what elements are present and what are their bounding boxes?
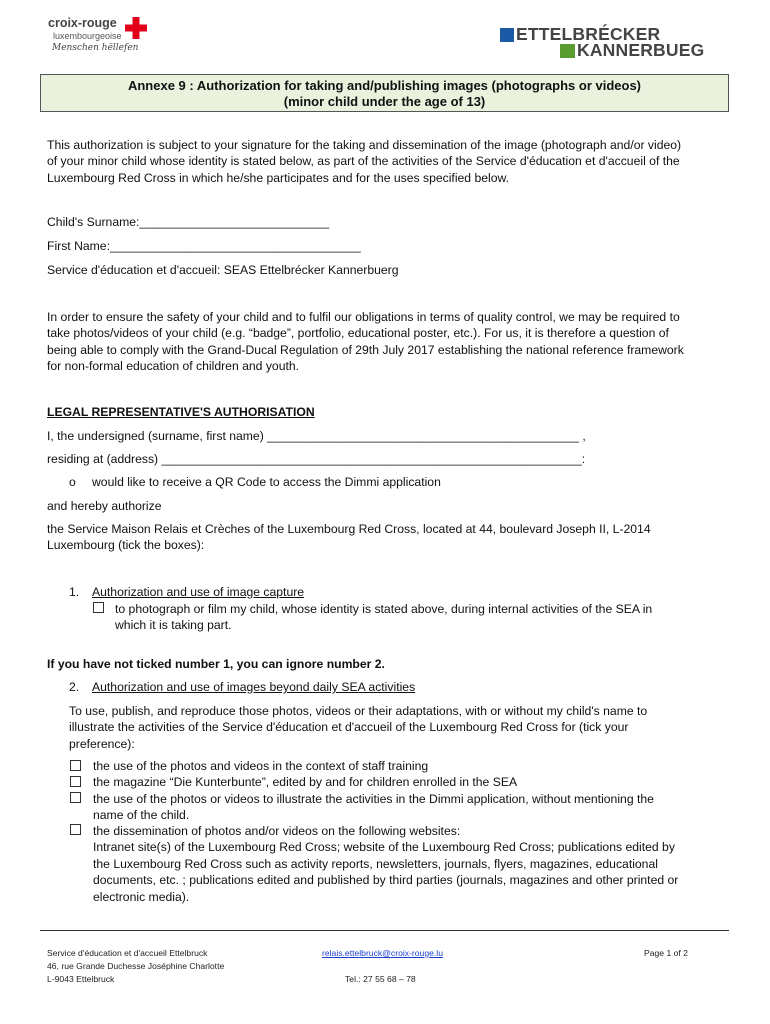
first-name-field[interactable]: First Name:_____________________________________ xyxy=(47,239,361,253)
option-websites-line: electronic media). xyxy=(93,889,190,904)
service-line: Luxembourg (tick the boxes): xyxy=(47,538,205,553)
safety-paragraph xyxy=(47,309,727,375)
croix-rouge-brand: croix-rouge xyxy=(48,16,117,30)
qr-option[interactable]: would like to receive a QR Code to access the Dimmi application xyxy=(92,475,441,489)
section1-checkbox[interactable] xyxy=(93,602,104,613)
section2-intro-line: preference): xyxy=(69,736,135,751)
safety-line: for non-formal education of children and youth. xyxy=(47,359,300,374)
option-websites-checkbox[interactable] xyxy=(70,824,81,835)
residing-field[interactable]: residing at (address) ______________________________________________________________: xyxy=(47,452,586,466)
footer-tel: Tel.: 27 55 68 – 78 xyxy=(345,974,416,984)
option-dimmi xyxy=(93,791,654,824)
section1-option xyxy=(115,601,652,634)
footer-address-line: Service d'éducation et d'accueil Ettelbruck xyxy=(47,948,208,958)
option-websites-line: the Luxembourg Red Cross such as activity reports, newsletters, journals, flyers, magazines, educational xyxy=(93,856,658,871)
footer-page-number: Page 1 of 2 xyxy=(644,948,688,958)
legal-heading: LEGAL REPRESENTATIVE'S AUTHORISATION xyxy=(47,405,315,419)
option-magazine: the magazine “Die Kunterbunte”, edited by and for children enrolled in the SEA xyxy=(93,775,518,789)
section2-title: Authorization and use of images beyond daily SEA activities xyxy=(92,680,416,694)
section1-number: 1. xyxy=(69,585,80,599)
section1-title: Authorization and use of image capture xyxy=(92,585,305,599)
qr-bullet: o xyxy=(69,475,76,489)
option-magazine-checkbox[interactable] xyxy=(70,776,81,787)
service-field: Service d'éducation et d'accueil: SEAS Ettelbrécker Kannerbuerg xyxy=(47,263,399,277)
section1-option-line: which it is taking part. xyxy=(115,618,232,633)
safety-line: take photos/videos of your child (e.g. “badge”, portfolio, educational poster, etc.). For us, it is therefore a question of xyxy=(47,326,669,341)
option-websites xyxy=(93,823,678,905)
title-line-1: Annexe 9 : Authorization for taking and/publishing images (photographs or videos) xyxy=(127,78,642,93)
safety-line: being able to comply with the Grand-Ducal Regulation of 29th July 2017 establishing the national reference framework xyxy=(47,342,684,357)
document-title xyxy=(40,74,729,112)
service-line: the Service Maison Relais et Crèches of the Luxembourg Red Cross, located at 44, boulevard Joseph II, L-2014 xyxy=(47,522,651,536)
intro-line: This authorization is subject to your signature for the taking and dissemination of the image (photograph and/or video) xyxy=(47,138,682,152)
footer-divider xyxy=(40,930,729,931)
croix-rouge-sub: luxembourgeoise xyxy=(53,31,122,41)
option-staff-training-checkbox[interactable] xyxy=(70,760,81,771)
footer-email-link[interactable]: relais.ettelbruck@croix-rouge.lu xyxy=(322,948,443,958)
option-websites-line: documents, etc. ; publications edited and published by third parties (journals, magazines and other printed or xyxy=(93,873,679,888)
intro-paragraph xyxy=(47,137,727,186)
footer-address-line: 46, rue Grande Duchesse Joséphine Charlotte xyxy=(47,961,225,971)
section2-intro-line: illustrate the activities of the Service d'éducation et d'accueil of the Luxembourg Red Cross for (tick your xyxy=(69,720,629,735)
title-line-2: (minor child under the age of 13) xyxy=(283,94,486,109)
red-cross-icon xyxy=(125,17,147,39)
safety-line: In order to ensure the safety of your child and to fulfil our obligations in terms of quality control, we may be required to xyxy=(47,310,680,324)
ettelbruck-line2: KANNERBUEG xyxy=(577,40,705,60)
ignore-note: If you have not ticked number 1, you can ignore number 2. xyxy=(47,657,385,671)
section1-option-line: to photograph or film my child, whose identity is stated above, during internal activities of the SEA in xyxy=(115,602,653,616)
croix-rouge-logo xyxy=(48,16,158,62)
option-staff-training: the use of the photos and videos in the context of staff training xyxy=(93,759,429,773)
ettelbruck-blue-mark xyxy=(500,28,514,42)
intro-line: of your minor child whose identity is stated below, as part of the activities of the Service d'éducation et d'accueil of the xyxy=(47,154,680,169)
option-dimmi-checkbox[interactable] xyxy=(70,792,81,803)
option-dimmi-line: name of the child. xyxy=(93,808,190,823)
section2-intro-line: To use, publish, and reproduce those photos, videos or their adaptations, with or without my child's name to xyxy=(69,704,648,718)
option-websites-line: Intranet site(s) of the Luxembourg Red Cross; website of the Luxembourg Red Cross; publications edited by xyxy=(93,840,675,855)
ettelbruck-logo xyxy=(500,26,725,60)
footer-address xyxy=(47,947,224,986)
hereby-authorize: and hereby authorize xyxy=(47,499,162,513)
croix-rouge-script: Menschen hëllefen xyxy=(52,43,139,53)
ettelbruck-green-mark xyxy=(560,44,575,58)
ettelbruck-line1: ETTELBRÉCKER xyxy=(516,24,661,44)
intro-line: Luxembourg Red Cross in which he/she participates and for the uses specified below. xyxy=(47,170,510,185)
undersigned-field[interactable]: I, the undersigned (surname, first name) ______________________________________________ , xyxy=(47,429,586,443)
service-authorization xyxy=(47,521,727,554)
child-surname-field[interactable]: Child's Surname:____________________________ xyxy=(47,215,330,229)
option-websites-line: the dissemination of photos and/or videos on the following websites: xyxy=(93,824,461,838)
option-dimmi-line: the use of the photos or videos to illustrate the activities in the Dimmi application, without mentioning the xyxy=(93,792,654,806)
section2-number: 2. xyxy=(69,680,80,694)
footer-address-line: L-9043 Ettelbruck xyxy=(47,974,115,984)
section2-intro xyxy=(69,703,647,752)
